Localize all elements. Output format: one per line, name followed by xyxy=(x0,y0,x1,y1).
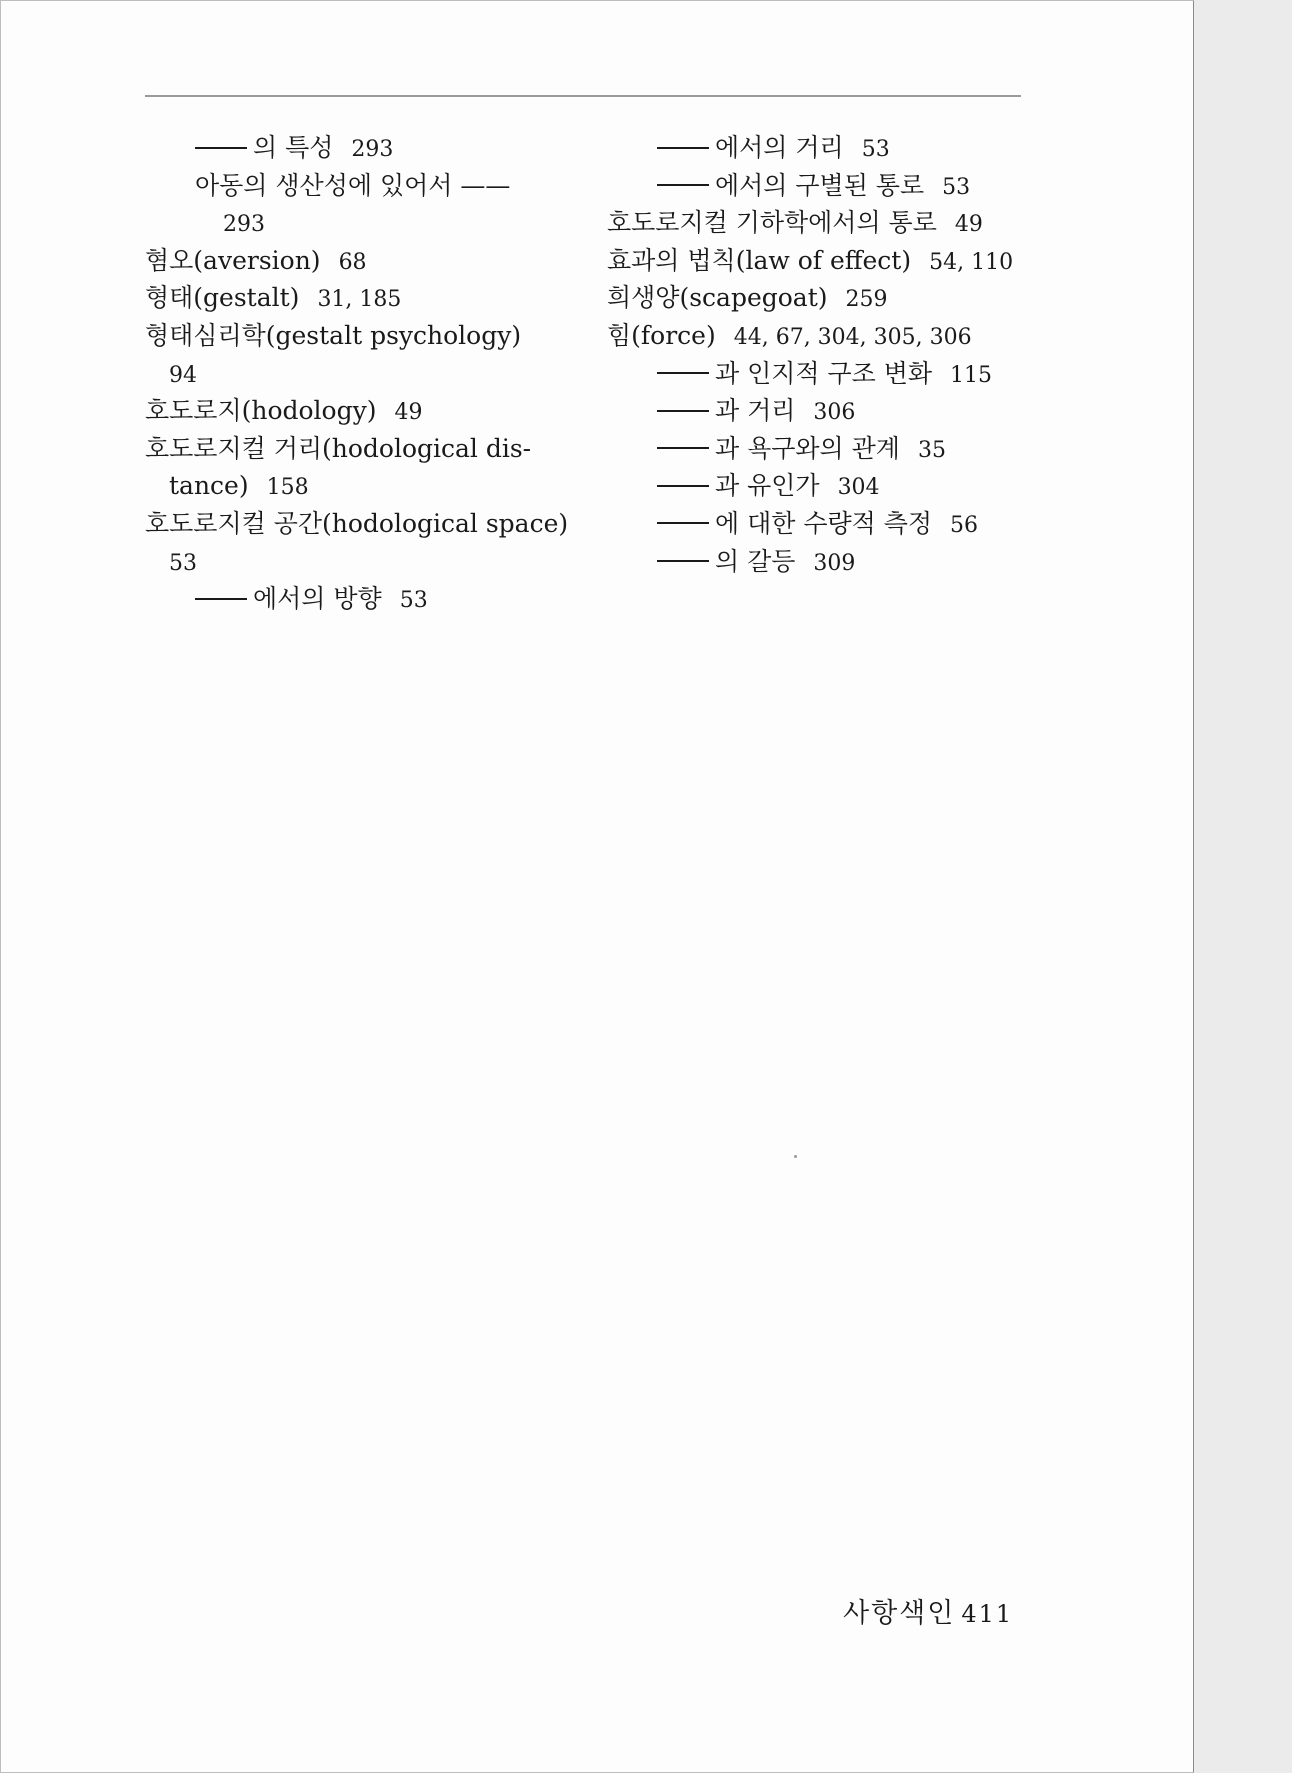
index-entry xyxy=(145,430,565,468)
repeat-dash xyxy=(195,147,247,149)
index-entry xyxy=(145,129,565,167)
index-entry xyxy=(145,167,565,205)
index-pages: 53 xyxy=(399,588,428,614)
index-entry xyxy=(607,129,1027,167)
index-pages: 259 xyxy=(845,287,888,313)
index-term: 에서의 구별된 통로 xyxy=(715,170,925,200)
index-entry xyxy=(607,505,1027,543)
index-term: 힘(force) xyxy=(607,320,716,350)
index-term: 혐오(aversion) xyxy=(145,245,321,275)
index-term: 호도로지컬 기하학에서의 통로 xyxy=(607,208,937,238)
index-term: 호도로지컬 거리(hodological dis- xyxy=(145,433,532,463)
index-entry xyxy=(607,543,1027,581)
index-term: 과 욕구와의 관계 xyxy=(715,433,900,463)
index-entry xyxy=(607,204,1027,242)
index-column-right xyxy=(607,129,1027,580)
index-entry xyxy=(607,467,1027,505)
index-entry xyxy=(607,355,1027,393)
index-pages: 44, 67, 304, 305, 306 xyxy=(733,324,972,350)
index-pages: 293 xyxy=(351,137,394,162)
index-column-left xyxy=(145,129,569,618)
repeat-dash xyxy=(657,560,709,562)
repeat-dash xyxy=(195,598,247,600)
index-pages: 68 xyxy=(338,249,367,275)
index-pages: 293 xyxy=(223,212,265,238)
index-term: 에 대한 수량적 측정 xyxy=(715,508,933,538)
index-entry xyxy=(607,242,1027,280)
index-entry xyxy=(145,279,565,317)
index-term: 형태심리학(gestalt psychology) xyxy=(145,320,522,350)
index-entry xyxy=(145,543,565,581)
index-pages: 158 xyxy=(266,475,309,501)
index-pages: 31, 185 xyxy=(317,287,402,313)
index-term: tance) xyxy=(169,471,249,501)
index-entry xyxy=(145,580,565,618)
repeat-dash xyxy=(657,410,709,412)
repeat-dash xyxy=(657,372,709,374)
index-entry xyxy=(145,467,565,505)
index-pages: 35 xyxy=(917,437,946,463)
index-pages: 309 xyxy=(813,550,856,576)
index-pages: 304 xyxy=(837,475,880,501)
index-pages: 53 xyxy=(169,550,197,576)
index-pages: 53 xyxy=(942,174,971,200)
repeat-dash xyxy=(657,447,709,449)
index-entry xyxy=(607,430,1027,468)
index-term: 과 유인가 xyxy=(715,471,820,501)
index-entry xyxy=(607,279,1027,317)
index-pages: 306 xyxy=(813,400,856,426)
repeat-dash xyxy=(657,147,709,149)
header-rule xyxy=(145,95,1021,97)
index-pages: 49 xyxy=(954,212,983,238)
index-pages: 53 xyxy=(861,137,890,162)
index-term: 에서의 거리 xyxy=(715,133,844,162)
index-term: 과 거리 xyxy=(715,396,796,426)
paper-speck xyxy=(794,1155,797,1158)
index-term: 호도로지컬 공간(hodological space) xyxy=(145,508,569,538)
index-term: 형태(gestalt) xyxy=(145,283,300,313)
page-number: 411 xyxy=(961,1600,1014,1628)
index-entry xyxy=(607,317,1027,355)
scan-margin xyxy=(1194,0,1292,1773)
section-title: 사항색인 xyxy=(843,1598,956,1629)
index-entry xyxy=(145,505,569,543)
index-term: 의 갈등 xyxy=(715,546,796,576)
index-pages: 54, 110 xyxy=(929,249,1014,275)
index-entry xyxy=(145,392,565,430)
index-entry xyxy=(145,317,565,355)
index-term: 호도로지(hodology) xyxy=(145,396,377,426)
index-entry xyxy=(145,204,565,242)
index-entry xyxy=(607,392,1027,430)
index-term: 희생양(scapegoat) xyxy=(607,283,828,313)
index-pages: 49 xyxy=(394,400,423,426)
index-entry xyxy=(145,355,565,393)
index-term: 효과의 법칙(law of effect) xyxy=(607,245,912,275)
index-pages: 115 xyxy=(950,362,993,388)
index-term: 아동의 생산성에 있어서 —— xyxy=(195,170,511,200)
index-entry xyxy=(607,167,1027,205)
index-pages: 56 xyxy=(950,512,979,538)
repeat-dash xyxy=(657,522,709,524)
page-footer xyxy=(843,1591,1013,1630)
index-term: 의 특성 xyxy=(253,133,334,162)
index-entry xyxy=(145,242,565,280)
index-pages: 94 xyxy=(169,362,197,388)
repeat-dash xyxy=(657,184,709,186)
index-term: 과 인지적 구조 변화 xyxy=(715,358,933,388)
repeat-dash xyxy=(657,485,709,487)
index-term: 에서의 방향 xyxy=(253,584,382,614)
